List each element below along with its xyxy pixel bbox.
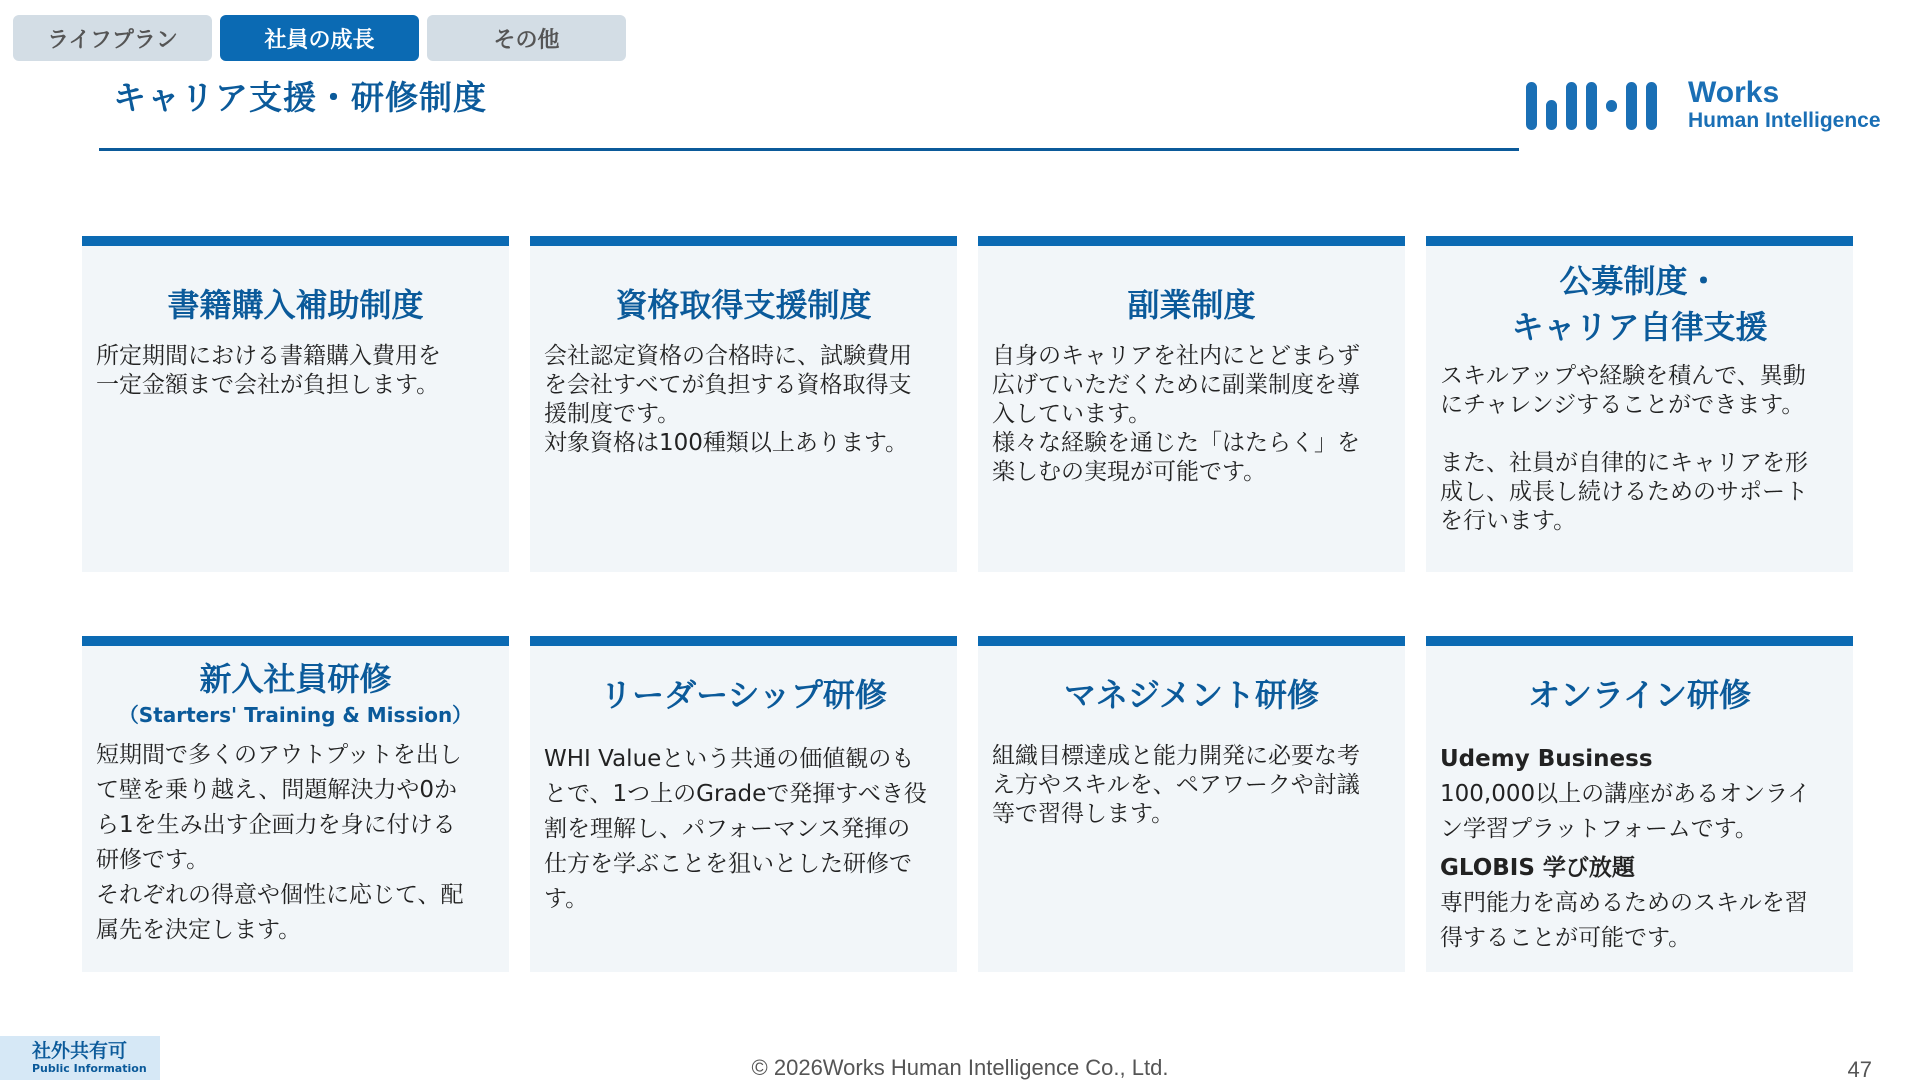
body-line: 広げていただくために副業制度を導 bbox=[992, 372, 1360, 398]
body-line: にチャレンジすることができます。 bbox=[1440, 392, 1805, 418]
card-title: 資格取得支援制度 bbox=[615, 286, 872, 324]
body-line: 100,000以上の講座があるオンライ bbox=[1440, 781, 1811, 807]
body-line: 一定金額まで会社が負担します。 bbox=[96, 372, 440, 398]
body-line: を会社すべてが負担する資格取得支 bbox=[544, 372, 912, 398]
body-line: え方やスキルを、ペアワークや討議 bbox=[992, 772, 1360, 798]
body-line: 様々な経験を通じた「はたらく」を bbox=[992, 430, 1360, 456]
body-line: を行います。 bbox=[1440, 508, 1577, 534]
card-body bbox=[978, 742, 1405, 829]
card-body bbox=[1426, 362, 1853, 536]
card-title: 新入社員研修 bbox=[199, 660, 392, 698]
body-line: 楽しむの実現が可能です。 bbox=[992, 459, 1267, 485]
body-line: て壁を乗り越え、問題解決力や0か bbox=[96, 777, 458, 803]
body-line: それぞれの得意や個性に応じて、配 bbox=[96, 882, 464, 908]
tab-life-plan[interactable]: ライフプラン bbox=[13, 15, 212, 61]
card-internal-recruitment bbox=[1426, 236, 1853, 572]
body-line: 研修です。 bbox=[96, 847, 210, 873]
badge-label: 社外共有可 bbox=[32, 1040, 128, 1062]
body-line: また、社員が自律的にキャリアを形 bbox=[1440, 450, 1808, 476]
body-line: 対象資格は100種類以上あります。 bbox=[544, 430, 909, 456]
logo-text-human-intelligence: Human Intelligence bbox=[1688, 109, 1881, 132]
card-body bbox=[1426, 742, 1853, 956]
card-leadership-training bbox=[530, 636, 957, 972]
body-line: 組織目標達成と能力開発に必要な考 bbox=[992, 743, 1360, 769]
body-line: 短期間で多くのアウトプットを出し bbox=[96, 742, 462, 768]
card-book-purchase bbox=[82, 236, 509, 572]
card-body bbox=[530, 342, 957, 458]
card-management-training bbox=[978, 636, 1405, 972]
body-line: 所定期間における書籍購入費用を bbox=[96, 343, 441, 369]
card-title: 書籍購入補助制度 bbox=[167, 286, 424, 324]
body-line: す。 bbox=[544, 886, 589, 912]
body-line: 等で習得します。 bbox=[992, 801, 1175, 827]
badge-sublabel: Public Information bbox=[32, 1062, 147, 1075]
body-line: 属先を決定します。 bbox=[96, 917, 302, 943]
tab-other[interactable]: その他 bbox=[427, 15, 626, 61]
page-title: キャリア支援・研修制度 bbox=[113, 78, 487, 117]
body-line: ン学習プラットフォームです。 bbox=[1440, 816, 1758, 842]
copyright: © 2026Works Human Intelligence Co., Ltd. bbox=[751, 1055, 1169, 1080]
page-number: 47 bbox=[1847, 1057, 1872, 1080]
card-title-line: キャリア自律支援 bbox=[1511, 308, 1768, 346]
body-line: 仕方を学ぶことを狙いとした研修で bbox=[544, 851, 912, 877]
body-line: 専門能力を高めるためのスキルを習 bbox=[1440, 890, 1808, 916]
card-body bbox=[978, 342, 1405, 487]
body-line: とで、1つ上のGradeで発揮すべき役 bbox=[544, 781, 927, 807]
card-subtitle: （Starters' Training & Mission） bbox=[118, 703, 473, 727]
tab-employee-growth[interactable]: 社員の成長 bbox=[220, 15, 419, 61]
card-body bbox=[82, 738, 509, 948]
card-title bbox=[1426, 258, 1853, 350]
body-line: 会社認定資格の合格時に、試験費用 bbox=[544, 343, 912, 369]
company-logo bbox=[1526, 78, 1896, 138]
card-certification-support bbox=[530, 236, 957, 572]
body-line: スキルアップや経験を積んで、異動 bbox=[1440, 363, 1806, 389]
body-line: ら1を生み出す企画力を身に付ける bbox=[96, 812, 456, 838]
card-body bbox=[82, 342, 509, 400]
body-line: WHI Valueという共通の価値観のも bbox=[544, 746, 915, 772]
card-online-training bbox=[1426, 636, 1853, 972]
card-title: マネジメント研修 bbox=[1063, 676, 1320, 714]
title-divider bbox=[99, 148, 1519, 151]
body-line: 援制度です。 bbox=[544, 401, 681, 427]
body-line: 成し、成長し続けるためのサポート bbox=[1440, 479, 1808, 505]
card-side-job bbox=[978, 236, 1405, 572]
section-heading-globis: GLOBIS 学び放題 bbox=[1440, 855, 1635, 881]
tab-bar bbox=[13, 15, 626, 61]
logo-text-works: Works bbox=[1688, 76, 1780, 109]
body-line: 割を理解し、パフォーマンス発揮の bbox=[544, 816, 911, 842]
card-title: 副業制度 bbox=[1127, 286, 1256, 324]
section-heading-udemy: Udemy Business bbox=[1440, 746, 1653, 772]
body-line: 自身のキャリアを社内にとどまらず bbox=[992, 343, 1360, 369]
card-title-line: 公募制度・ bbox=[1559, 262, 1720, 300]
card-body bbox=[530, 742, 957, 917]
logo-mark-icon bbox=[1526, 78, 1682, 134]
body-line: 得することが可能です。 bbox=[1440, 925, 1692, 951]
card-new-employee-training bbox=[82, 636, 509, 972]
card-title: オンライン研修 bbox=[1527, 676, 1752, 714]
body-line: 入しています。 bbox=[992, 401, 1152, 427]
card-title: リーダーシップ研修 bbox=[600, 676, 887, 714]
